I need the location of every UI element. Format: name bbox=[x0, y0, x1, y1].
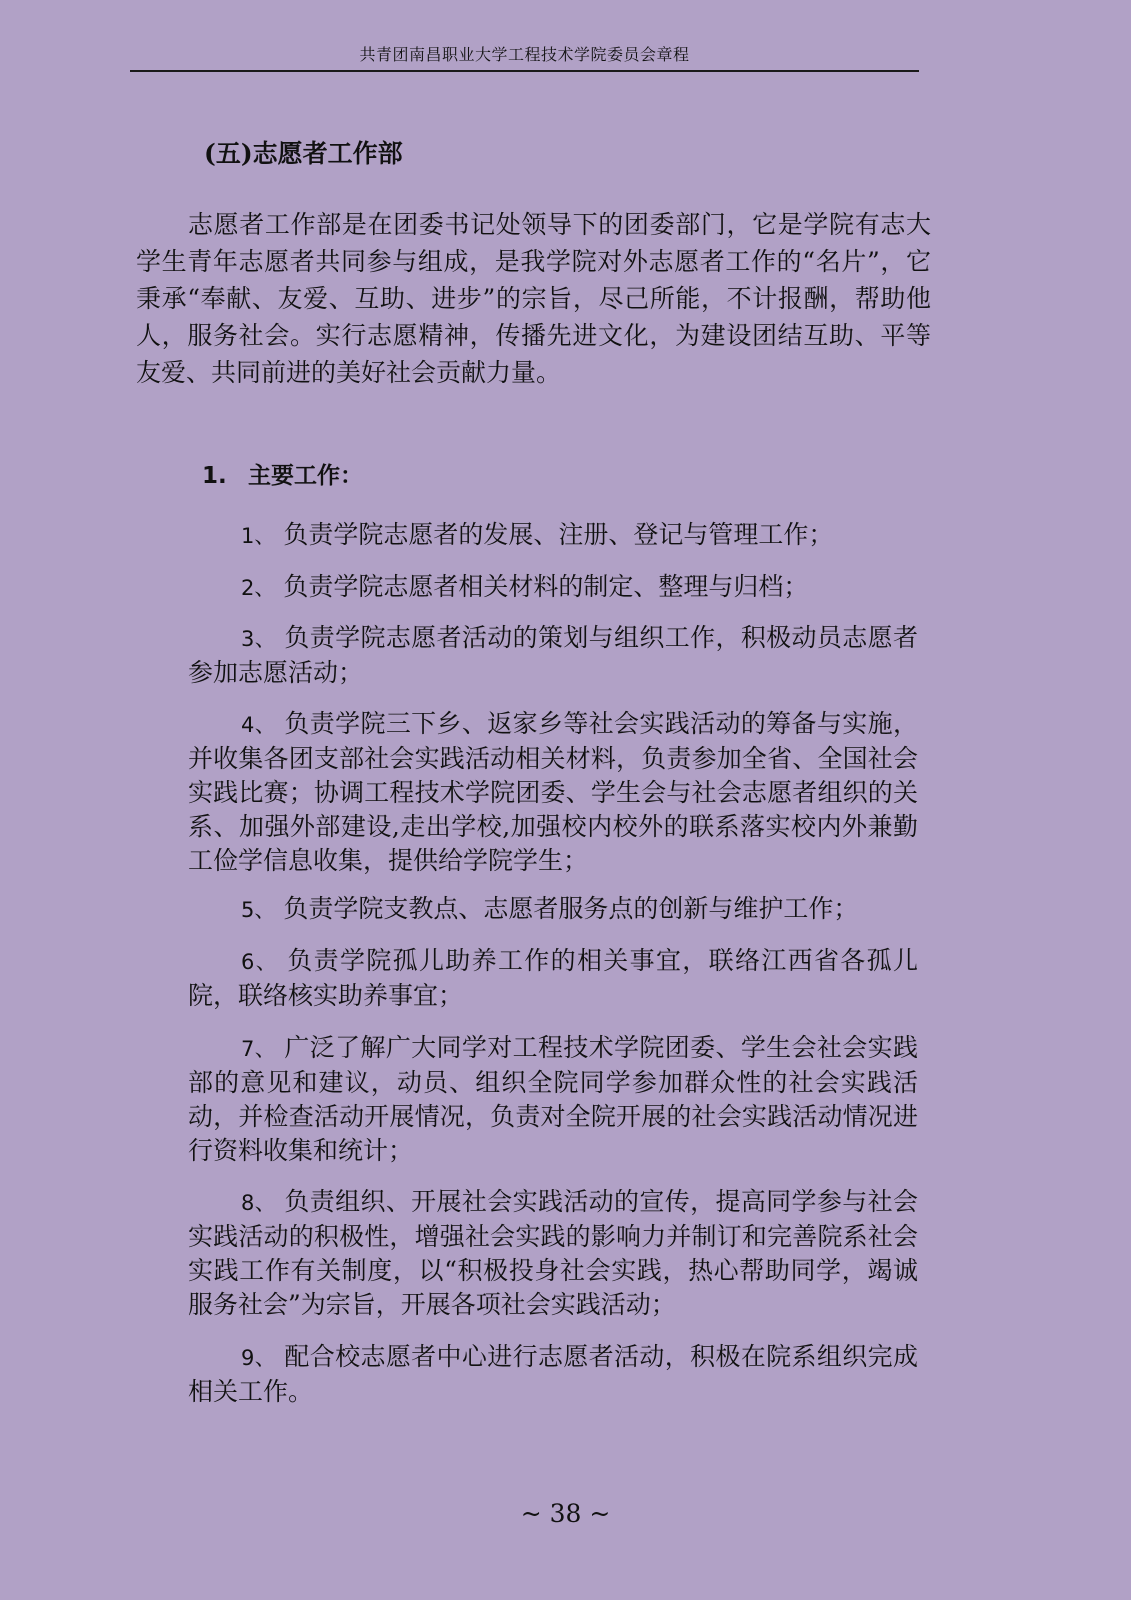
list-item-number: 5、 bbox=[241, 898, 276, 922]
list-item-number: 6、 bbox=[241, 950, 279, 974]
section-intro: 志愿者工作部是在团委书记处领导下的团委部门，它是学院有志大学生青年志愿者共同参与组成，是我学院对外志愿者工作的“名片”，它秉承“奉献、友爱、互助、进步”的宗旨，尽己所能，不计报酬，帮助他人，服务社会。实行志愿精神，传播先进文化，为建设团结互助、平等友爱、共同前进的美好社会贡献力量。 bbox=[136, 210, 931, 387]
list-item-text: 广泛了解广大同学对工程技术学院团委、学生会社会实践部的意见和建议，动员、组织全院同学参加群众性的社会实践活动，并检查活动开展情况，负责对全院开展的社会实践活动情况进行资料收集和统计； bbox=[188, 1033, 918, 1165]
list-item bbox=[188, 570, 918, 605]
list-item bbox=[188, 707, 918, 878]
page-header bbox=[130, 40, 919, 72]
subheading bbox=[202, 459, 363, 493]
list-item bbox=[188, 621, 918, 690]
list-item-number: 8、 bbox=[241, 1191, 277, 1215]
page-number: ~ 38 ~ bbox=[520, 1499, 611, 1528]
list-item-number: 2、 bbox=[241, 576, 276, 600]
list-item-text: 负责组织、开展社会实践活动的宣传，提高同学参与社会实践活动的积极性，增强社会实践的影响力并制订和完善院系社会实践工作有关制度，以“积极投身社会实践，热心帮助同学，竭诚服务社会”为宗旨，开展各项社会实践活动； bbox=[188, 1187, 918, 1319]
header-title: 共青团南昌职业大学工程技术学院委员会章程 bbox=[359, 45, 690, 64]
section-title: (五)志愿者工作部 bbox=[204, 139, 403, 168]
list-item bbox=[188, 1185, 918, 1322]
list-item-number: 9、 bbox=[241, 1346, 277, 1370]
list-item bbox=[188, 1340, 918, 1409]
list-item-text: 负责学院志愿者相关材料的制定、整理与归档； bbox=[283, 572, 809, 601]
list-item bbox=[188, 1031, 918, 1168]
subheading-number: 1. bbox=[202, 463, 227, 489]
list-item-text: 配合校志愿者中心进行志愿者活动，积极在院系组织完成相关工作。 bbox=[188, 1342, 918, 1406]
list-item-text: 负责学院支教点、志愿者服务点的创新与维护工作； bbox=[283, 894, 859, 923]
list-item-text: 负责学院志愿者活动的策划与组织工作，积极动员志愿者参加志愿活动； bbox=[188, 623, 918, 687]
subheading-label: 主要工作： bbox=[248, 463, 363, 489]
list-item bbox=[188, 518, 918, 553]
list-item-number: 3、 bbox=[241, 627, 277, 651]
list-item bbox=[188, 892, 918, 927]
list-item-number: 4、 bbox=[241, 713, 277, 737]
list-item-text: 负责学院志愿者的发展、注册、登记与管理工作； bbox=[283, 520, 834, 549]
list-item-number: 1、 bbox=[241, 524, 276, 548]
list-item-number: 7、 bbox=[241, 1037, 277, 1061]
list-item-text: 负责学院孤儿助养工作的相关事宜，联络江西省各孤儿院，联络核实助养事宜； bbox=[188, 946, 918, 1010]
list-item-text: 负责学院三下乡、返家乡等社会实践活动的筹备与实施，并收集各团支部社会实践活动相关材料，负责参加全省、全国社会实践比赛；协调工程技术学院团委、学生会与社会志愿者组织的关系、加强外部建设,走出学校,加强校内校外的联系落实校内外兼勤工俭学信息收集，提供给学院学生； bbox=[188, 709, 918, 875]
list-item bbox=[188, 944, 918, 1013]
